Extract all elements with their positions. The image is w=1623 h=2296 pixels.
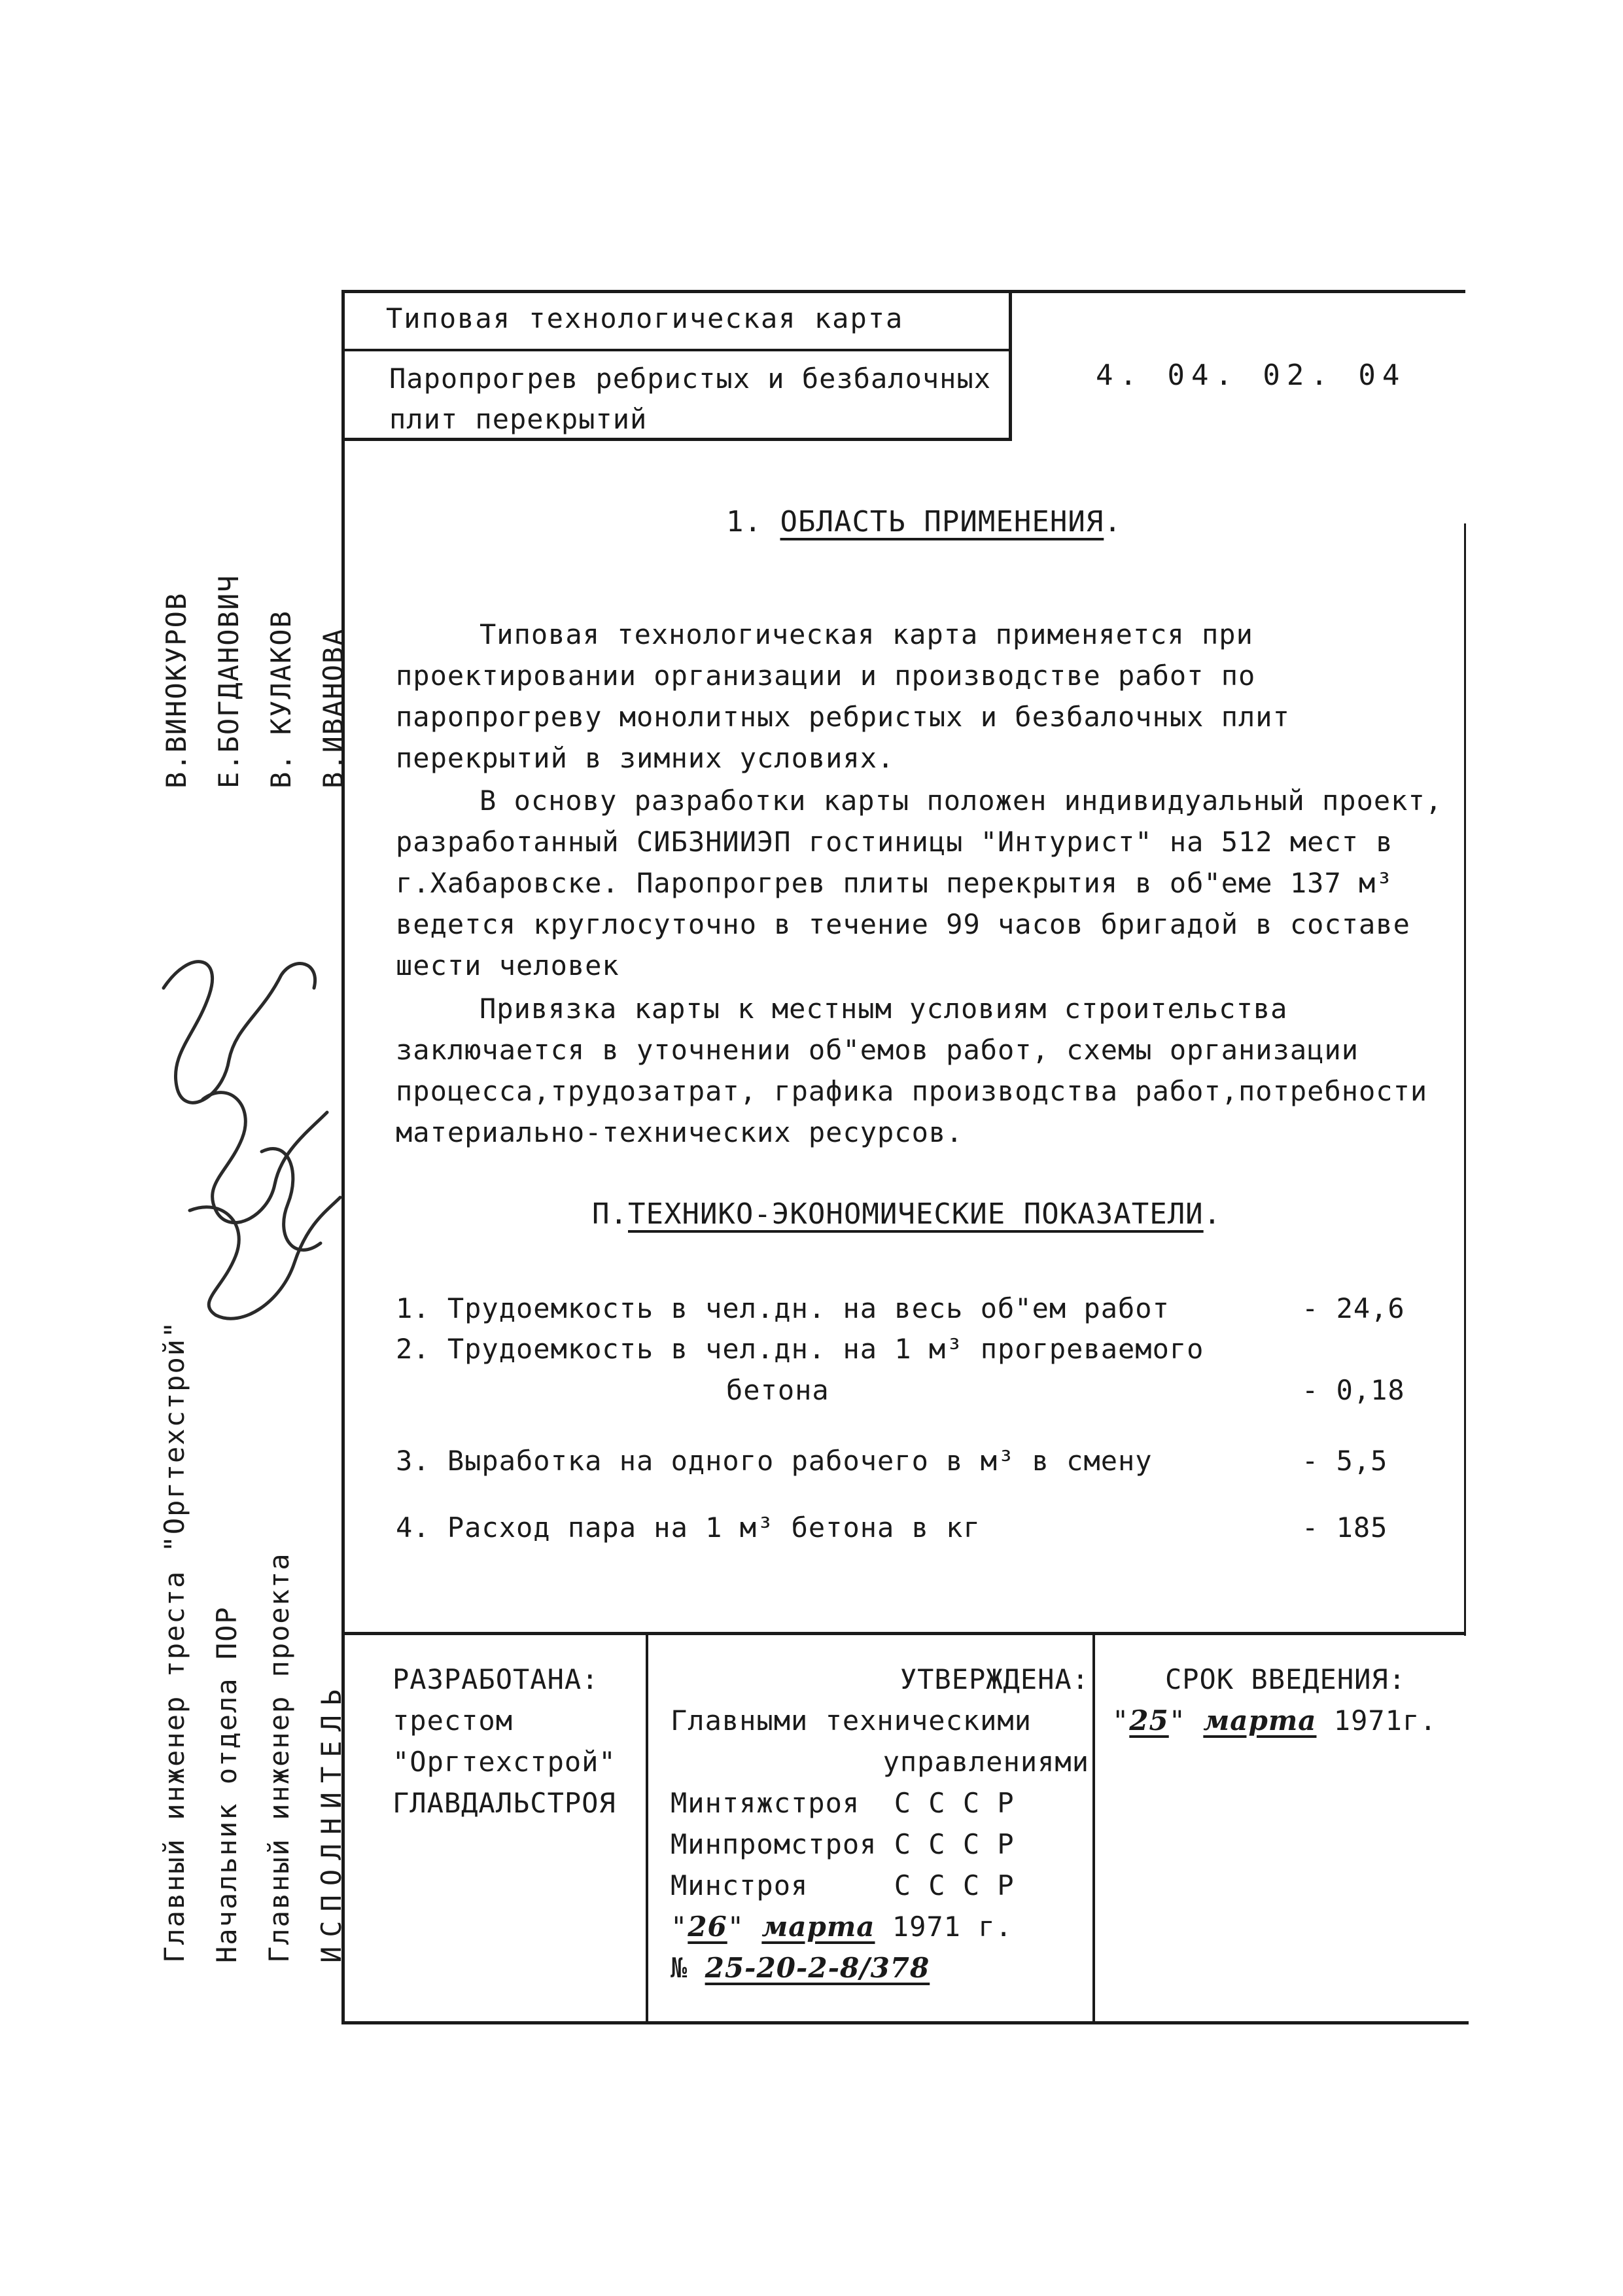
developed-by-label: РАЗРАБОТАНА: [393,1663,599,1695]
section-1-paragraph-3-text: Привязка карты к местным условиям строительства заключается в уточнении об"емов работ, схемы организации процесса,трудозатрат, графика производства работ,потребности материально-технических ресурсов. [396,993,1428,1148]
content-right-border [1464,523,1466,1636]
indicator-label: 3. Выработка на одного рабочего в м³ в смену [396,1445,1153,1477]
indicator-value: - 185 [1302,1511,1388,1544]
indicator-label: 2. Трудоемкость в чел.дн. на 1 м³ прогреваемого [396,1333,1204,1365]
developed-by-trust: трестом "Оргтехстрой" [393,1704,616,1778]
handwritten-signatures [131,936,347,1328]
section-1-paragraph-2-text: В основу разработки карты положен индивидуальный проект, разработанный СИБЗНИИЭП гостиницы "Интурист" на 512 мест в г.Хабаровске. Паропрогрев плиты перекрытия в об"еме 137 м³ ведется круглосуточно в течение 99 часов бригадой в составе шести человек [396,785,1443,981]
introduction-date-label: СРОК ВВЕДЕНИЯ: [1164,1663,1406,1695]
developed-by-organization: ГЛАВДАЛЬСТРОЯ [393,1787,616,1819]
executor-name: В. КУЛАКОВ [265,610,297,788]
section-1-paragraph-1-text: Типовая технологическая карта применяется при проектировании организации и производстве работ по паропрогреву монолитных ребристых и безбалочных плит перекрытий в зимних условиях. [396,618,1290,774]
approval-number-value: 25-20-2-8/378 [705,1952,930,1984]
ministry-name: Минпромстроя С С С Р [671,1828,1015,1860]
section-1-number: 1. [726,505,762,539]
indicator-value: - 0,18 [1302,1374,1405,1406]
section-2-heading [592,1197,1221,1231]
section-2-title: ТЕХНИКО-ЭКОНОМИЧЕСКИЕ ПОКАЗАТЕЛИ [627,1197,1204,1231]
executor-position: Начальник отдела ПОР [211,1606,243,1963]
executor-name: В.ВИНОКУРОВ [160,592,192,788]
title-block-divider [341,349,1009,351]
section-1-title-end: . [1104,505,1122,539]
card-subject-title: Паропрогрев ребристых и безбалочных плит перекрытий [389,362,992,435]
indicator-label: 1. Трудоемкость в чел.дн. на весь об"ем работ [396,1292,1170,1324]
section-1-paragraph-1 [396,614,1449,779]
introduction-date-block [1112,1659,1459,1741]
introduction-day: 25 [1129,1704,1169,1737]
ministry-name: Минстроя С С С Р [671,1869,1015,1901]
section-2-title-end: . [1203,1197,1222,1231]
approval-block-divider [1092,1632,1095,2021]
section-1-paragraph-3 [396,988,1449,1153]
indicator-label-continued: бетона [726,1374,829,1406]
approved-by-line-1: Главными техническими [671,1704,1032,1737]
ministry-name: Минтяжстроя С С С Р [671,1787,1015,1819]
card-type-title: Типовая технологическая карта [386,302,904,334]
introduction-date: "25" марта 1971г. [1112,1704,1437,1737]
section-1-paragraph-2 [396,780,1449,986]
executor-position: ИСПОЛНИТЕЛЬ [315,1680,347,1963]
section-1-heading [726,505,1122,539]
approval-number [671,1947,1089,1988]
executor-name: В.ИВАНОВА [317,627,349,788]
approval-day: 26 [688,1911,727,1943]
document-code: 4. 04. 02. 04 [1096,359,1406,392]
approval-month: марта [761,1911,875,1943]
approved-by-label: УТВЕРЖДЕНА: [899,1663,1089,1695]
indicator-value: - 5,5 [1302,1445,1388,1477]
approval-date: "26" марта 1971 г. [671,1911,1013,1943]
section-1-title: ОБЛАСТЬ ПРИМЕНЕНИЯ [780,505,1104,539]
developed-by-block [393,1659,641,1824]
executor-position: Главный инженер треста "Оргтехстрой" [158,1320,190,1963]
indicator-value: - 24,6 [1302,1292,1405,1324]
introduction-month: марта [1203,1704,1317,1737]
indicator-label: 4. Расход пара на 1 м³ бетона в кг [396,1511,981,1544]
approval-number-label: № [671,1952,688,1984]
approval-block-top-line [341,1632,1465,1635]
approval-block-divider [646,1632,648,2021]
approval-year: 1971 г. [892,1911,1013,1943]
approved-by-block [671,1659,1089,1988]
executor-position: Главный инженер проекта [263,1552,295,1963]
section-2-number: П. [592,1197,628,1231]
executor-name: Е.БОГДАНОВИЧ [213,574,245,788]
approved-by-line-2: управлениями [882,1746,1089,1778]
introduction-year: 1971г. [1333,1704,1437,1737]
